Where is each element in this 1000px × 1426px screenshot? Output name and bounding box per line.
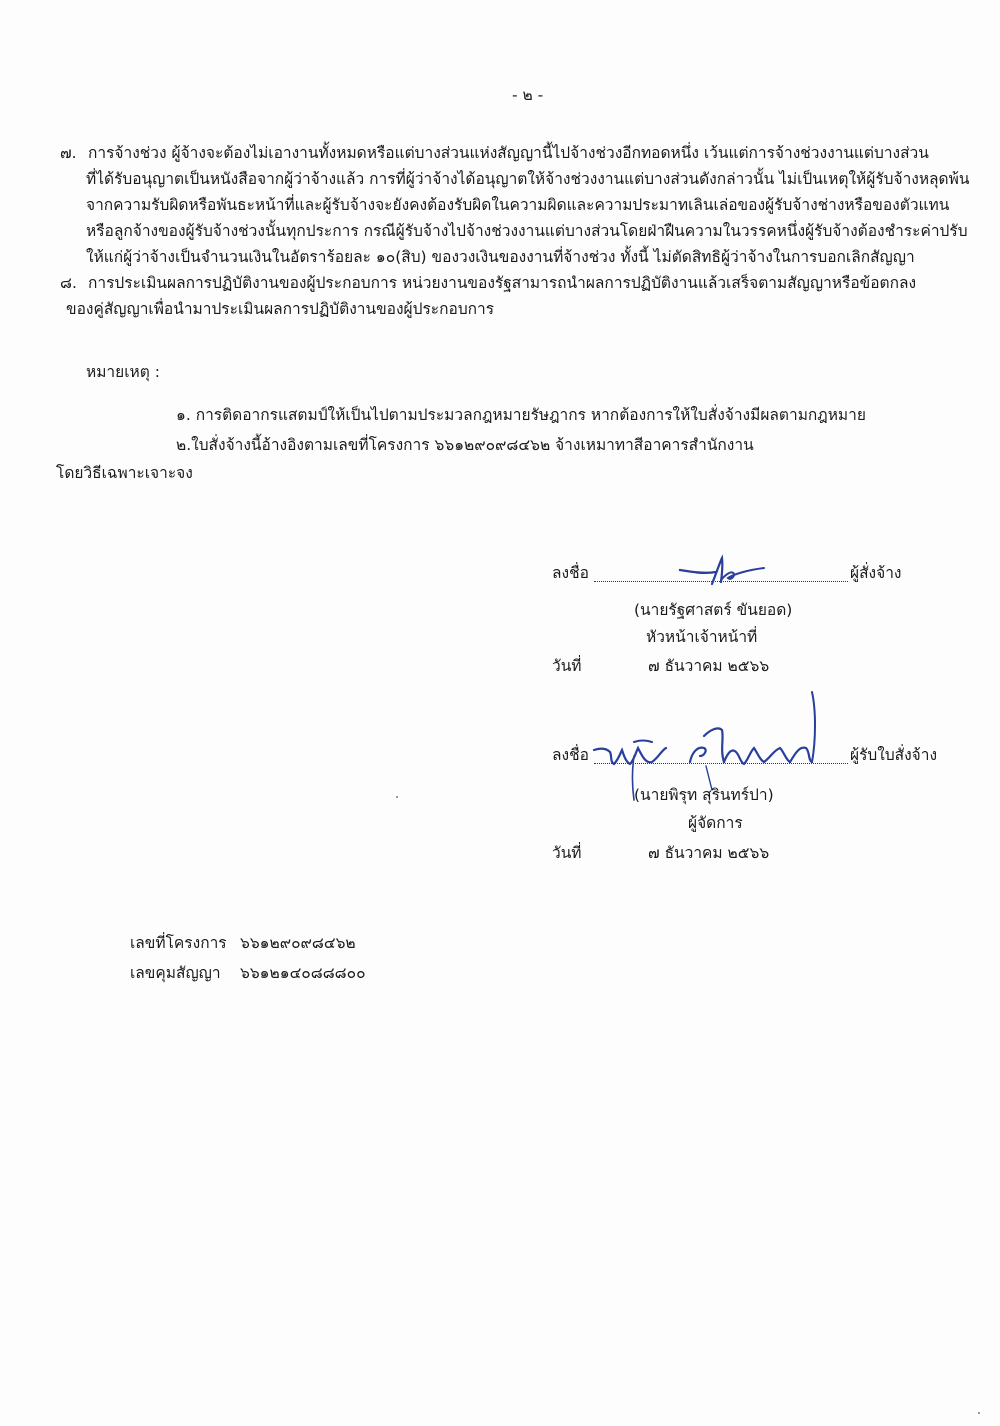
signer1-signature	[672, 552, 772, 592]
signer1-date: ๗ ธันวาคม ๒๕๖๖	[648, 657, 770, 675]
scan-speck	[396, 796, 398, 798]
remark-3: โดยวิธีเฉพาะเจาะจง	[56, 464, 193, 482]
signer2-name: (นายพิรุท สุรินทร์ปา)	[634, 786, 774, 804]
signer1-date-label: วันที่	[552, 657, 582, 675]
clause-8-line: ของคู่สัญญาเพื่อนำมาประเมินผลการปฏิบัติงานของผู้ประกอบการ	[66, 300, 495, 318]
clause-8-line: การประเมินผลการปฏิบัติงานของผู้ประกอบการ หน่วยงานของรัฐสามารถนำผลการปฏิบัติงานแล้วเสร็จตามสัญญาหรือข้อตกลง	[88, 274, 917, 292]
project-number: ๖๖๑๒๙๐๙๘๔๖๒	[240, 934, 356, 952]
signer2-role: ผู้รับใบสั่งจ้าง	[850, 746, 938, 764]
signer2-date-label: วันที่	[552, 844, 582, 862]
signer1-role: ผู้สั่งจ้าง	[850, 564, 902, 582]
signer1-position: หัวหน้าเจ้าหน้าที่	[646, 628, 758, 646]
contract-number-label: เลขคุมสัญญา	[130, 964, 221, 982]
project-number-label: เลขที่โครงการ	[130, 934, 227, 952]
remarks-heading: หมายเหตุ :	[86, 363, 160, 381]
clause-7-number: ๗.	[60, 144, 77, 162]
page-number: - ๒ -	[512, 86, 544, 104]
signer1-sign-label: ลงชื่อ	[552, 564, 589, 582]
signer2-date: ๗ ธันวาคม ๒๕๖๖	[648, 844, 770, 862]
remark-2: ๒.ใบสั่งจ้างนี้อ้างอิงตามเลขที่โครงการ ๖๖๑๒๙๐๙๘๔๖๒ จ้างเหมาทาสีอาคารสำนักงาน	[176, 436, 754, 454]
remark-1: ๑. การติดอากรแสตมป์ให้เป็นไปตามประมวลกฎหมายรัษฎากร หากต้องการให้ใบสั่งจ้างมีผลตามกฎหมาย	[176, 406, 866, 424]
scan-speck	[978, 1412, 980, 1414]
clause-7-line: หรือลูกจ้างของผู้รับจ้างช่วงนั้นทุกประการ กรณีผู้รับจ้างไปจ้างช่วงงานแต่บางส่วนโดยฝ่าฝืนความในวรรคหนึ่งผู้รับจ้างต้องชำระค่าปรับ	[86, 222, 968, 240]
clause-7-line: การจ้างช่วง ผู้จ้างจะต้องไม่เอางานทั้งหมดหรือแต่บางส่วนแห่งสัญญานี้ไปจ้างช่วงอีกทอดหนึ่ง เว้นแต่การจ้างช่วงงานแต่บางส่วน	[88, 144, 929, 162]
clause-7-line: จากความรับผิดหรือพันธะหน้าที่และผู้รับจ้างจะยังคงต้องรับผิดในความผิดและความประมาทเลินเล่อของผู้รับจ้างช่างหรือของตัวแทน	[86, 196, 950, 214]
signer2-position: ผู้จัดการ	[688, 814, 743, 832]
signer1-name: (นายรัฐศาสตร์ ขันยอด)	[634, 601, 793, 619]
clause-8-number: ๘.	[60, 274, 77, 292]
clause-7-line: ที่ได้รับอนุญาตเป็นหนังสือจากผู้ว่าจ้างแล้ว การที่ผู้ว่าจ้างได้อนุญาตให้จ้างช่วงงานแต่บางส่วนดังกล่าวนั้น ไม่เป็นเหตุให้ผู้รับจ้างหลุดพ้น	[86, 170, 970, 188]
clause-7-line: ให้แก่ผู้ว่าจ้างเป็นจำนวนเงินในอัตราร้อยละ ๑๐(สิบ) ของวงเงินของงานที่จ้างช่วง ทั้งนี้ ไม่ตัดสิทธิผู้ว่าจ้างในการบอกเลิกสัญญา	[86, 248, 915, 266]
signer2-sign-label: ลงชื่อ	[552, 746, 589, 764]
contract-number: ๖๖๑๒๑๔๐๘๘๘๐๐	[240, 964, 366, 982]
